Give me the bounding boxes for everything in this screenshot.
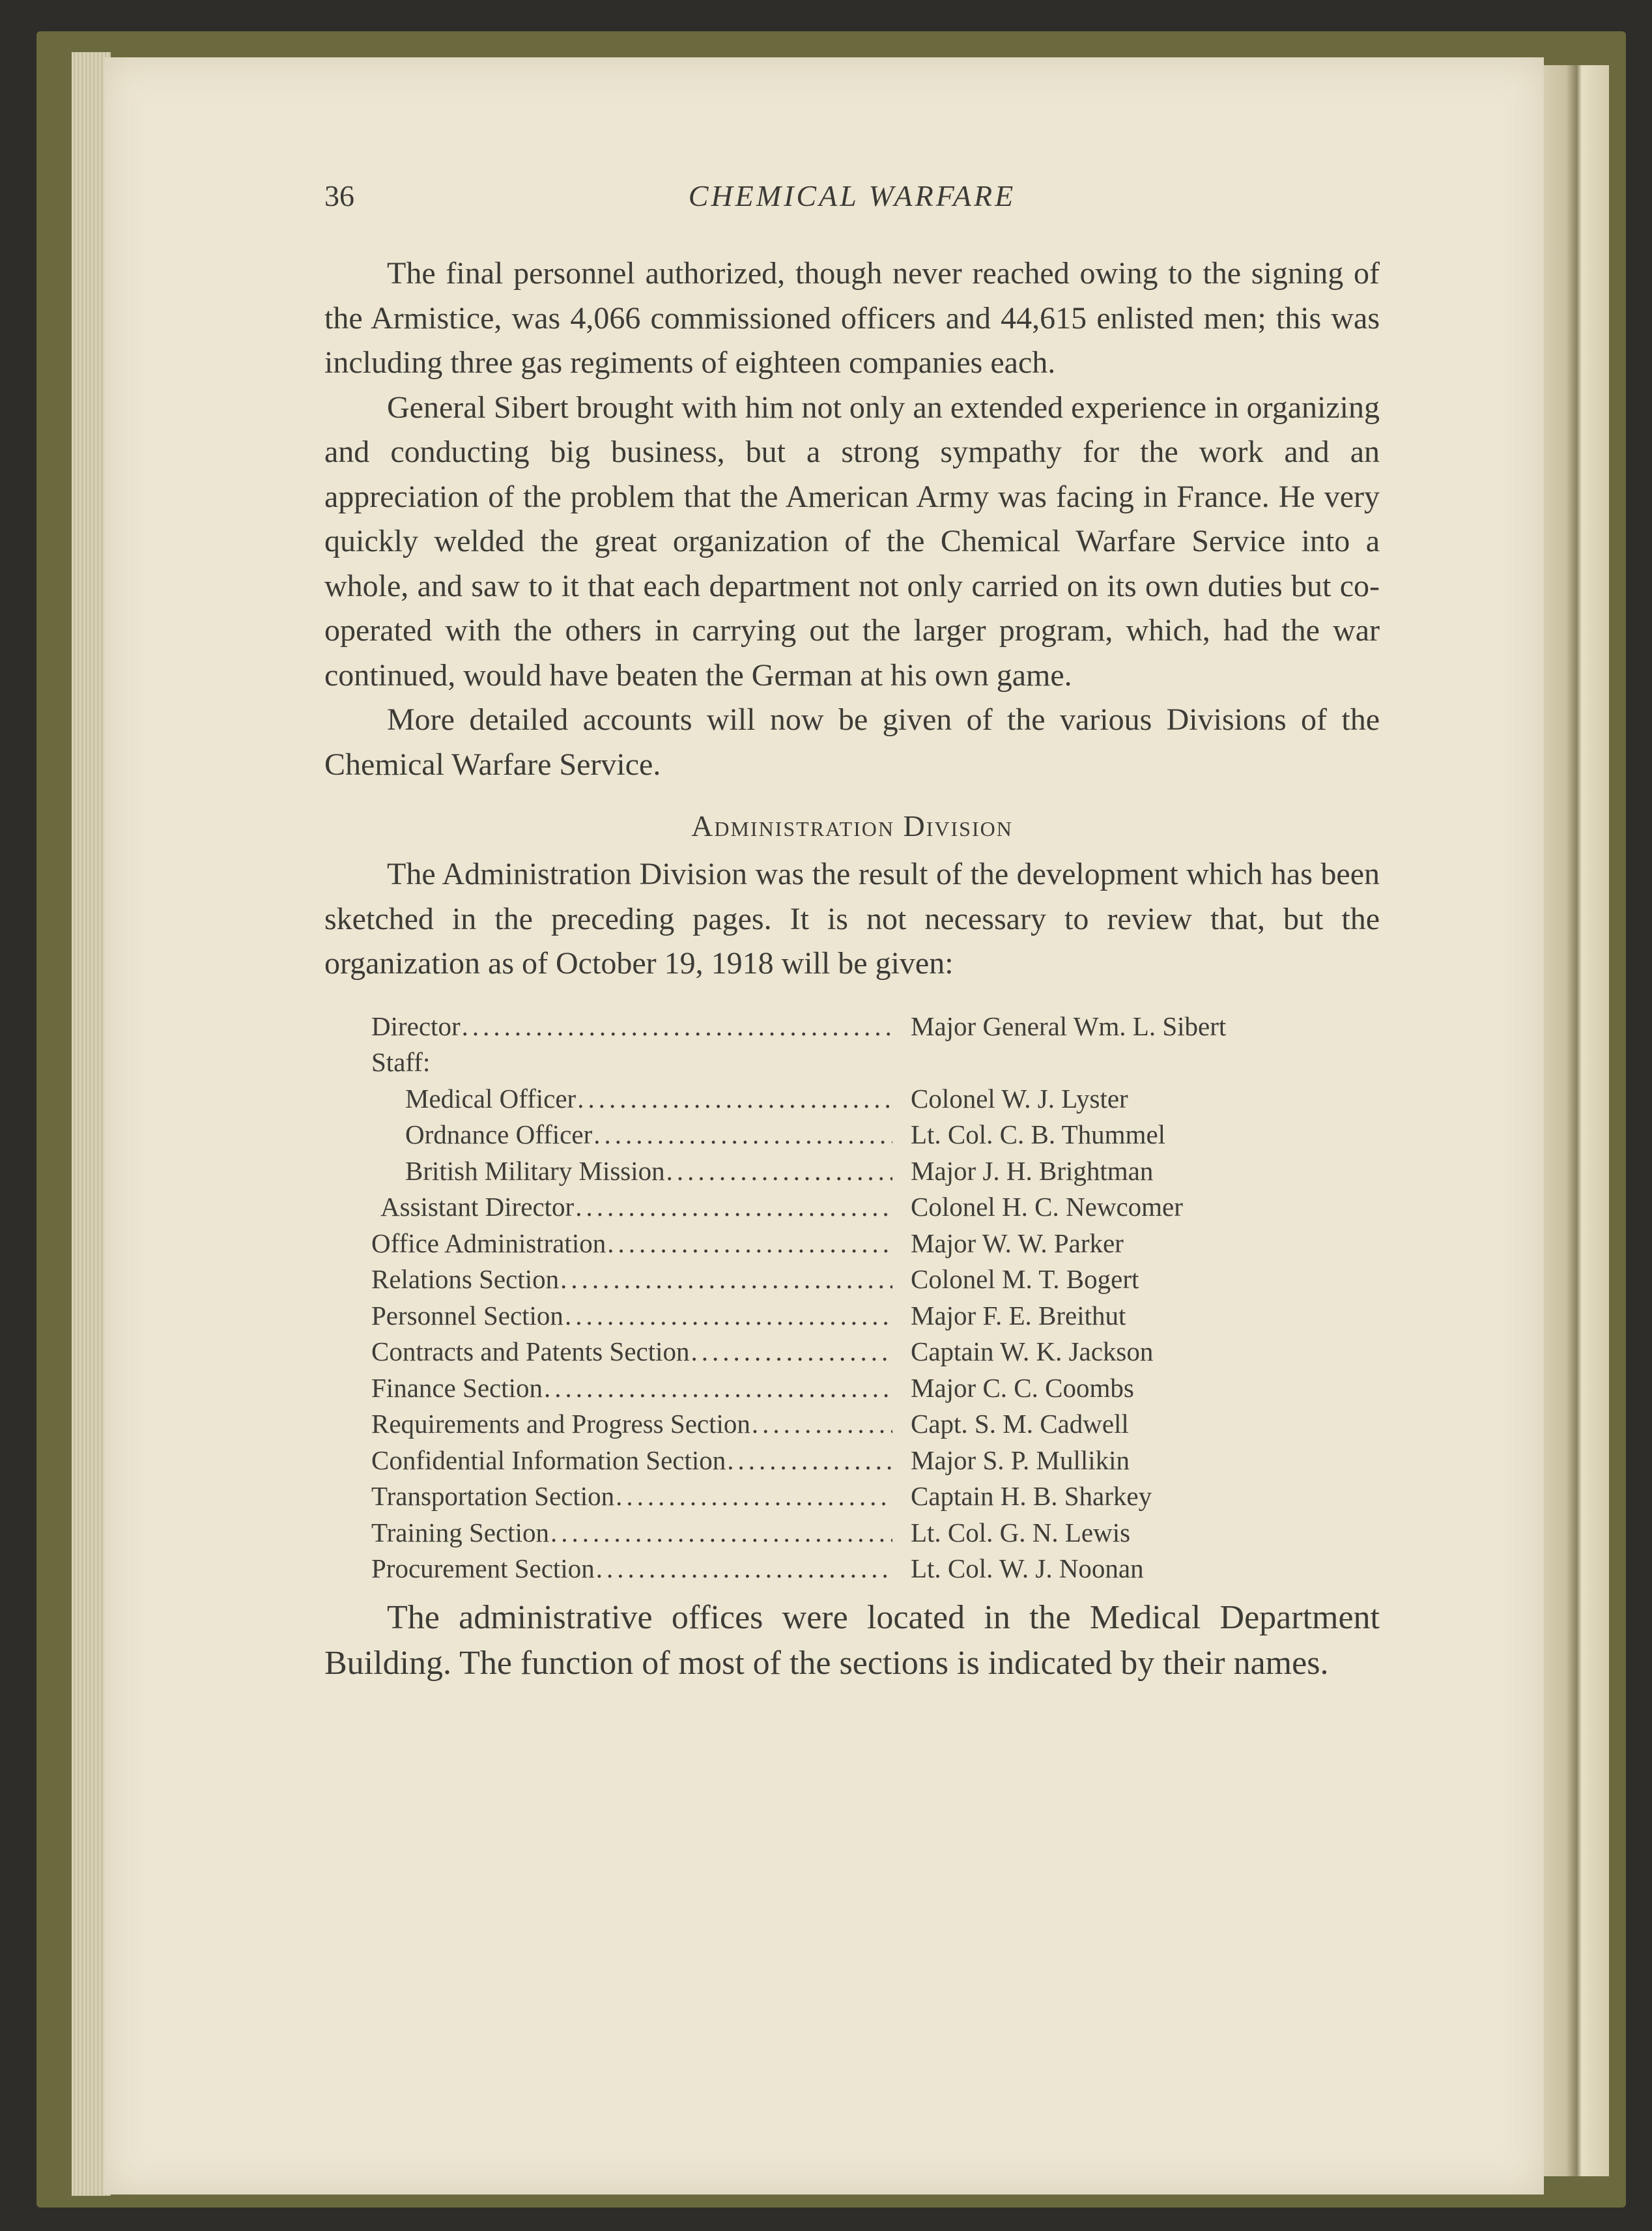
dot-leader [726,1443,892,1478]
roster-row [371,1261,1322,1298]
roster-row [371,1551,1322,1587]
dot-leader [750,1406,892,1442]
roster-name: Colonel W. J. Lyster [911,1083,1128,1114]
roster-name: Major F. E. Breithut [911,1300,1126,1331]
roster-row [371,1443,1322,1479]
roster-name: Capt. S. M. Cadwell [911,1409,1129,1439]
dot-leader [690,1334,893,1370]
roster-label: Requirements and Progress Section [371,1409,750,1439]
roster-label: Medical Officer [405,1083,577,1114]
dot-leader [665,1153,892,1189]
page-edges-right [1537,65,1609,2176]
roster-row [371,1117,1322,1153]
paragraph-personnel: The final personnel authorized, though never reached owing to the signing of the Armistice, was 4,066 commissioned officers and 44,615 enlisted men; this was including three gas regiments of eighteen companies each. [324,256,1380,380]
roster-label: Personnel Section [371,1300,563,1331]
roster-row [371,1478,1322,1515]
roster-name: Major C. C. Coombs [911,1372,1134,1403]
roster-staff-heading [371,1044,1322,1081]
roster-row [371,1370,1322,1407]
roster-label: Assistant Director [380,1192,575,1222]
running-head [324,179,1380,218]
roster-row [371,1189,1322,1226]
roster-label: Contracts and Patents Section [371,1336,690,1366]
closing-paragraph: The administrative offices were located in the Medical Department Building. The function of most of the sections is indicated by their names. [324,1598,1380,1682]
dot-leader [576,1081,892,1117]
roster-name: Captain W. K. Jackson [911,1336,1154,1366]
page-number: 36 [324,179,354,212]
roster-row [371,1298,1322,1334]
roster-name: Major W. W. Parker [911,1228,1124,1258]
roster-name: Colonel H. C. Newcomer [911,1192,1183,1222]
section-intro: The Administration Division was the result of the development which has been sketched in the preceding pages. It is not necessary to review that, but the organization as of October 19, 1918 will be given: [324,857,1380,981]
roster-label: Ordnance Officer [405,1119,593,1149]
dot-leader [461,1009,892,1044]
organization-roster [371,1009,1322,1587]
roster-label: Training Section [371,1517,549,1547]
roster-row [371,1334,1322,1370]
roster-label: Transportation Section [371,1481,615,1511]
roster-label: Office Administration [371,1228,606,1258]
dot-leader [614,1478,892,1514]
dot-leader [595,1551,892,1587]
running-title: CHEMICAL WARFARE [688,179,1016,212]
roster-label: Finance Section [371,1372,543,1403]
roster-label: Confidential Information Section [371,1445,726,1475]
roster-row [371,1226,1322,1262]
paragraph-general-sibert: General Sibert brought with him not only an extended experience in organizing and conducting big business, but a strong sympathy for the work and an appreciation of the problem that the American Army was facing in France. He very quickly welded the great organization of the Chemical Warfare Service into a whole, and saw to it that each department not only carried on its own duties but co-operated with the others in carrying out the larger program, which, had the war continued, would have beaten the German at his own game. [324,390,1380,693]
section-heading: Administration Division [691,809,1013,842]
roster-row [371,1153,1322,1190]
roster-row [371,1406,1322,1443]
roster-label: Director [371,1011,461,1041]
roster-label: British Military Mission [405,1155,665,1186]
roster-name: Lt. Col. C. B. Thummel [911,1119,1166,1149]
body-text [324,252,1380,1686]
dot-leader [563,1298,892,1334]
dot-leader [592,1117,892,1153]
roster-name: Lt. Col. W. J. Noonan [911,1553,1144,1583]
roster-row [371,1081,1322,1117]
roster-name: Colonel M. T. Bogert [911,1264,1139,1294]
dot-leader [543,1370,892,1406]
roster-name: Lt. Col. G. N. Lewis [911,1517,1131,1547]
roster-name: Major S. P. Mullikin [911,1445,1130,1475]
dot-leader [559,1261,892,1297]
dot-leader [574,1189,892,1225]
roster-name: Captain H. B. Sharkey [911,1481,1152,1511]
roster-row [371,1009,1322,1045]
dot-leader [549,1515,892,1551]
roster-label: Relations Section [371,1264,560,1294]
staff-heading: Staff: [371,1047,431,1077]
roster-name: Major General Wm. L. Sibert [911,1011,1227,1041]
paragraph-divisions: More detailed accounts will now be given of the various Divisions of the Chemical Warfare Service. [324,702,1380,782]
roster-name: Major J. H. Brightman [911,1155,1154,1186]
roster-label: Procurement Section [371,1553,595,1583]
dot-leader [606,1226,892,1261]
roster-row [371,1515,1322,1551]
